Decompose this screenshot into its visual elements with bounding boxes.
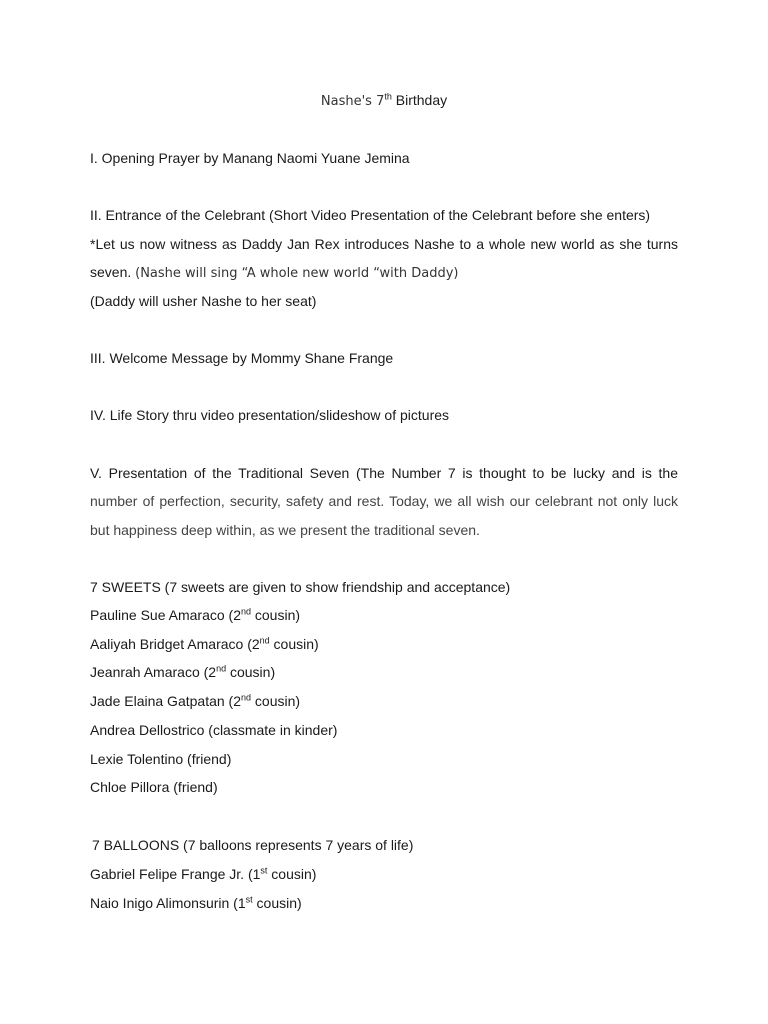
list-item bbox=[90, 663, 275, 681]
entrance-line-3: (Daddy will usher Nashe to her seat) bbox=[90, 293, 317, 309]
entrance-line-1: *Let us now witness as Daddy Jan Rex introduces Nashe to a whole new world as she turns bbox=[90, 236, 678, 252]
list-item bbox=[90, 750, 231, 768]
list-item-name: Naio Inigo Alimonsurin (1 bbox=[90, 894, 246, 911]
list-item-name: Pauline Sue Amaraco (2 bbox=[90, 607, 241, 623]
list-item-relation: cousin) bbox=[251, 607, 301, 623]
ordinal-suffix: st bbox=[245, 894, 253, 905]
list-item-relation: cousin) bbox=[269, 635, 319, 652]
traditional-line-3: but happiness deep within, as we present the traditional seven. bbox=[90, 522, 480, 538]
page-title bbox=[0, 91, 768, 111]
ordinal-suffix: nd bbox=[241, 692, 252, 703]
life-story: IV. Life Story thru video presentation/slideshow of pictures bbox=[90, 407, 450, 423]
traditional-line-1: V. Presentation of the Traditional Seven (The Number 7 is thought to be lucky and is the bbox=[90, 465, 678, 481]
list-item-relation: cousin) bbox=[226, 664, 276, 681]
list-item bbox=[90, 721, 337, 739]
entrance-heading: II. Entrance of the Celebrant (Short Video Presentation of the Celebrant before she enters) bbox=[90, 207, 651, 223]
ordinal-suffix: st bbox=[260, 865, 268, 876]
list-item-relation: cousin) bbox=[252, 894, 302, 911]
list-item-name: Aaliyah Bridget Amaraco (2 bbox=[90, 635, 260, 652]
welcome-message: III. Welcome Message by Mommy Shane Frange bbox=[90, 350, 394, 366]
entrance-line-2-b: (Nashe will sing “A whole new world “with Daddy) bbox=[135, 266, 459, 281]
title-name: Nashe's 7 bbox=[320, 94, 385, 109]
list-item bbox=[90, 635, 319, 653]
title-sup: th bbox=[384, 91, 392, 102]
sweets-heading: 7 SWEETS (7 sweets are given to show friendship and acceptance) bbox=[90, 579, 511, 595]
entrance-line-2-a: seven. bbox=[90, 264, 136, 280]
list-item-relation: cousin) bbox=[267, 866, 317, 882]
list-item-name: Chloe Pillora (friend) bbox=[90, 779, 218, 796]
list-item bbox=[90, 692, 300, 710]
list-item-name: Jeanrah Amaraco (2 bbox=[90, 664, 217, 681]
opening-prayer: I. Opening Prayer by Manang Naomi Yuane Jemina bbox=[90, 150, 410, 166]
list-item bbox=[90, 778, 218, 796]
ordinal-suffix: nd bbox=[216, 663, 227, 674]
list-item bbox=[90, 894, 302, 912]
title-rest: Birthday bbox=[391, 92, 448, 108]
entrance-line-2 bbox=[90, 263, 458, 283]
list-item bbox=[90, 865, 316, 883]
list-item-relation: cousin) bbox=[251, 693, 301, 710]
list-item bbox=[90, 606, 300, 624]
list-item-name: Lexie Tolentino (friend) bbox=[90, 750, 232, 767]
traditional-line-2: number of perfection, security, safety and rest. Today, we all wish our celebrant not only luck bbox=[90, 493, 678, 509]
ordinal-suffix: nd bbox=[240, 606, 251, 617]
ordinal-suffix: nd bbox=[259, 635, 270, 646]
list-item-name: Andrea Dellostrico (classmate in kinder) bbox=[90, 721, 338, 738]
list-item-name: Gabriel Felipe Frange Jr. (1 bbox=[90, 866, 261, 882]
balloons-heading: 7 BALLOONS (7 balloons represents 7 years of life) bbox=[92, 837, 414, 853]
list-item-name: Jade Elaina Gatpatan (2 bbox=[90, 693, 241, 710]
